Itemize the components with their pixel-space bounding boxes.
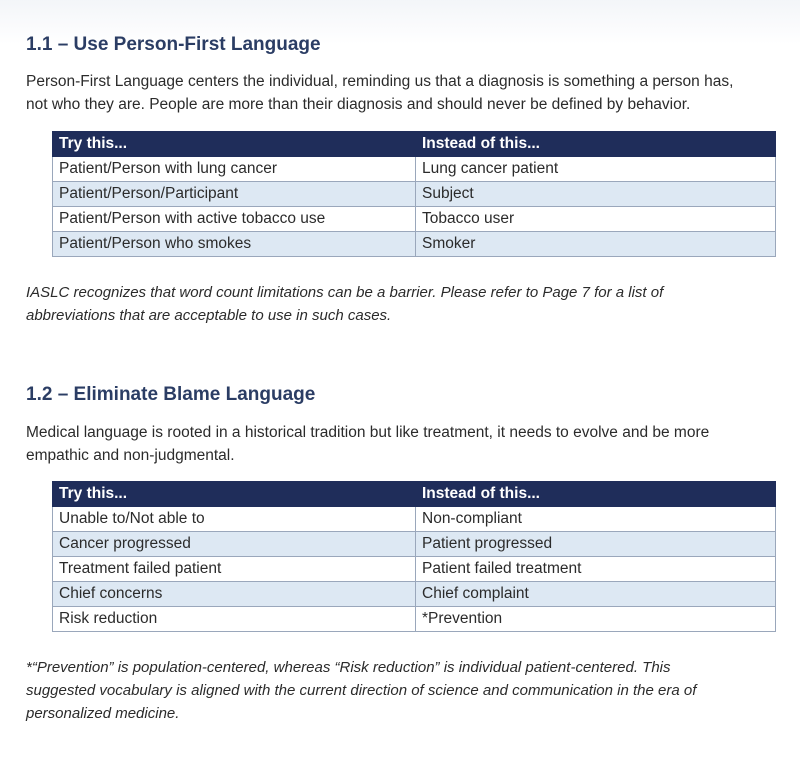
person-first-language-table (52, 131, 776, 257)
table-row (53, 207, 776, 232)
section-1-note (26, 281, 778, 327)
section-2-note-line-3: personalized medicine. (26, 705, 180, 722)
column-header-instead-of-this: Instead of this... (416, 482, 776, 507)
section-1-note-line-1: IASLC recognizes that word count limitations can be a barrier. Please refer to Page 7 for a list of (26, 284, 664, 301)
table-cell: Subject (416, 182, 776, 207)
section-2-intro-line-1: Medical language is rooted in a historical tradition but like treatment, it needs to evolve and be more (26, 424, 710, 441)
table-cell: Patient progressed (416, 532, 776, 557)
section-2-note-line-2: suggested vocabulary is aligned with the current direction of science and communication in the era of (26, 682, 697, 699)
table-row (53, 157, 776, 182)
table-row (53, 232, 776, 257)
column-header-try-this: Try this... (53, 132, 416, 157)
section-2-note (26, 656, 778, 725)
section-1-heading: 1.1 – Use Person-First Language (26, 34, 321, 55)
table-cell: Patient/Person who smokes (53, 232, 416, 257)
section-1-intro (26, 70, 778, 116)
section-2-note-line-1: *“Prevention” is population-centered, whereas “Risk reduction” is individual patient-centered. This (26, 659, 671, 676)
table-cell: Smoker (416, 232, 776, 257)
table-row (53, 507, 776, 532)
section-1-intro-line-2: not who they are. People are more than their diagnosis and should never be defined by behavior. (26, 96, 691, 113)
section-2-table-wrapper (26, 481, 776, 632)
table-cell: Treatment failed patient (53, 557, 416, 582)
section-2-intro (26, 421, 778, 467)
table-cell: Cancer progressed (53, 532, 416, 557)
section-2-intro-line-2: empathic and non-judgmental. (26, 447, 235, 464)
table-cell: Lung cancer patient (416, 157, 776, 182)
blame-language-table (52, 481, 776, 632)
table-cell: *Prevention (416, 607, 776, 632)
table-cell: Patient/Person with active tobacco use (53, 207, 416, 232)
table-cell: Unable to/Not able to (53, 507, 416, 532)
column-header-instead-of-this: Instead of this... (416, 132, 776, 157)
table-row (53, 582, 776, 607)
table-cell: Patient failed treatment (416, 557, 776, 582)
section-1-table-wrapper (26, 131, 776, 257)
table-cell: Patient/Person with lung cancer (53, 157, 416, 182)
table-row (53, 557, 776, 582)
table-cell: Tobacco user (416, 207, 776, 232)
table-header-row (53, 482, 776, 507)
table-cell: Patient/Person/Participant (53, 182, 416, 207)
table-row (53, 532, 776, 557)
table-cell: Chief complaint (416, 582, 776, 607)
table-row (53, 607, 776, 632)
table-cell: Risk reduction (53, 607, 416, 632)
section-2-heading: 1.2 – Eliminate Blame Language (26, 384, 316, 405)
table-header-row (53, 132, 776, 157)
section-1-intro-line-1: Person-First Language centers the individual, reminding us that a diagnosis is something a person has, (26, 73, 734, 90)
table-row (53, 182, 776, 207)
column-header-try-this: Try this... (53, 482, 416, 507)
section-1-note-line-2: abbreviations that are acceptable to use in such cases. (26, 307, 392, 324)
table-cell: Chief concerns (53, 582, 416, 607)
table-cell: Non-compliant (416, 507, 776, 532)
